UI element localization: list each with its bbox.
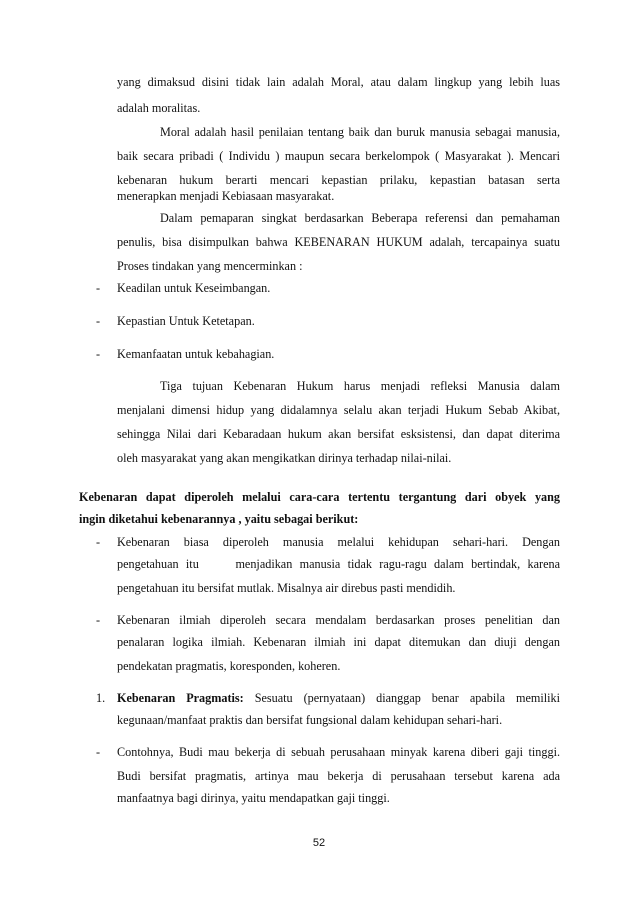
paragraph-line: Tiga tujuan Kebenaran Hukum harus menjadi refleksi Manusia dalam [160,379,560,393]
paragraph-line: oleh masyarakat yang akan mengikatkan dirinya terhadap nilai-nilai. [117,451,452,465]
paragraph-line: Kebenaran ilmiah diperoleh secara mendalam berdasarkan proses penelitian dan [117,613,560,627]
numbered-item-line [117,690,560,706]
paragraph-line: kegunaan/manfaat praktis dan bersifat fungsional dalam kehidupan sehari-hari. [117,713,503,727]
list-bullet: - [96,613,101,627]
paragraph-line: Contohnya, Budi mau bekerja di sebuah perusahaan minyak karena diberi gaji tinggi. [117,745,560,759]
term-definition: Sesuatu (pernyataan) dianggap benar apabila memiliki [243,691,561,705]
paragraph-line: pengetahuan itu bersifat mutlak. Misalnya air direbus pasti mendidih. [117,581,456,595]
paragraph-line: manfaatnya bagi dirinya, yaitu mendapatkan gaji tinggi. [117,791,390,805]
term-label: Kebenaran Pragmatis: [117,691,244,705]
list-bullet: - [96,281,101,295]
list-bullet: - [96,535,101,549]
paragraph-line: menjalani dimensi hidup yang didalamnya selalu akan terjadi Hukum Sebab Akibat, [117,403,560,417]
section-heading-line: Kebenaran dapat diperoleh melalui cara-cara tertentu tergantung dari obyek yang [79,490,560,504]
paragraph-line: sehingga Nilai dari Kebaradaan hukum akan bersifat esksistensi, dan dapat diterima [117,427,560,441]
list-item: Kepastian Untuk Ketetapan. [117,314,255,328]
paragraph-line: pendekatan pragmatis, koresponden, koheren. [117,659,341,673]
page-number: 52 [312,837,326,849]
list-number: 1. [96,691,106,705]
list-item: Keadilan untuk Keseimbangan. [117,281,271,295]
paragraph-line: Proses tindakan yang mencerminkan : [117,259,303,273]
paragraph-line: penulis, bisa disimpulkan bahwa KEBENARAN HUKUM adalah, tercapainya suatu [117,235,560,249]
paragraph-line: kebenaran hukum berarti mencari kepastian prilaku, kepastian batasan serta [117,173,560,187]
section-heading-line: ingin diketahui kebenarannya , yaitu sebagai berikut: [79,512,359,526]
paragraph-line: pengetahuan itu menjadikan manusia tidak ragu-ragu dalam bertindak, karena [117,557,560,571]
paragraph-line: Dalam pemaparan singkat berdasarkan Beberapa referensi dan pemahaman [160,211,560,225]
paragraph-line: Moral adalah hasil penilaian tentang baik dan buruk manusia sebagai manusia, [160,125,560,139]
list-bullet: - [96,745,101,759]
paragraph-line: menerapkan menjadi Kebiasaan masyarakat. [117,189,335,203]
list-bullet: - [96,347,101,361]
paragraph-line: penalaran logika ilmiah. Kebenaran ilmiah ini dapat ditemukan dan diuji dengan [117,635,560,649]
list-item: Kemanfaatan untuk kebahagian. [117,347,275,361]
paragraph-line: adalah moralitas. [117,101,201,115]
list-bullet: - [96,314,101,328]
paragraph-line: yang dimaksud disini tidak lain adalah Moral, atau dalam lingkup yang lebih luas [117,75,560,89]
paragraph-line: Budi bersifat pragmatis, artinya mau bekerja di perusahaan tersebut karena ada [117,769,560,783]
paragraph-line: Kebenaran biasa diperoleh manusia melalui kehidupan sehari-hari. Dengan [117,535,560,549]
paragraph-line: baik secara pribadi ( Individu ) maupun secara berkelompok ( Masyarakat ). Mencari [117,149,560,163]
